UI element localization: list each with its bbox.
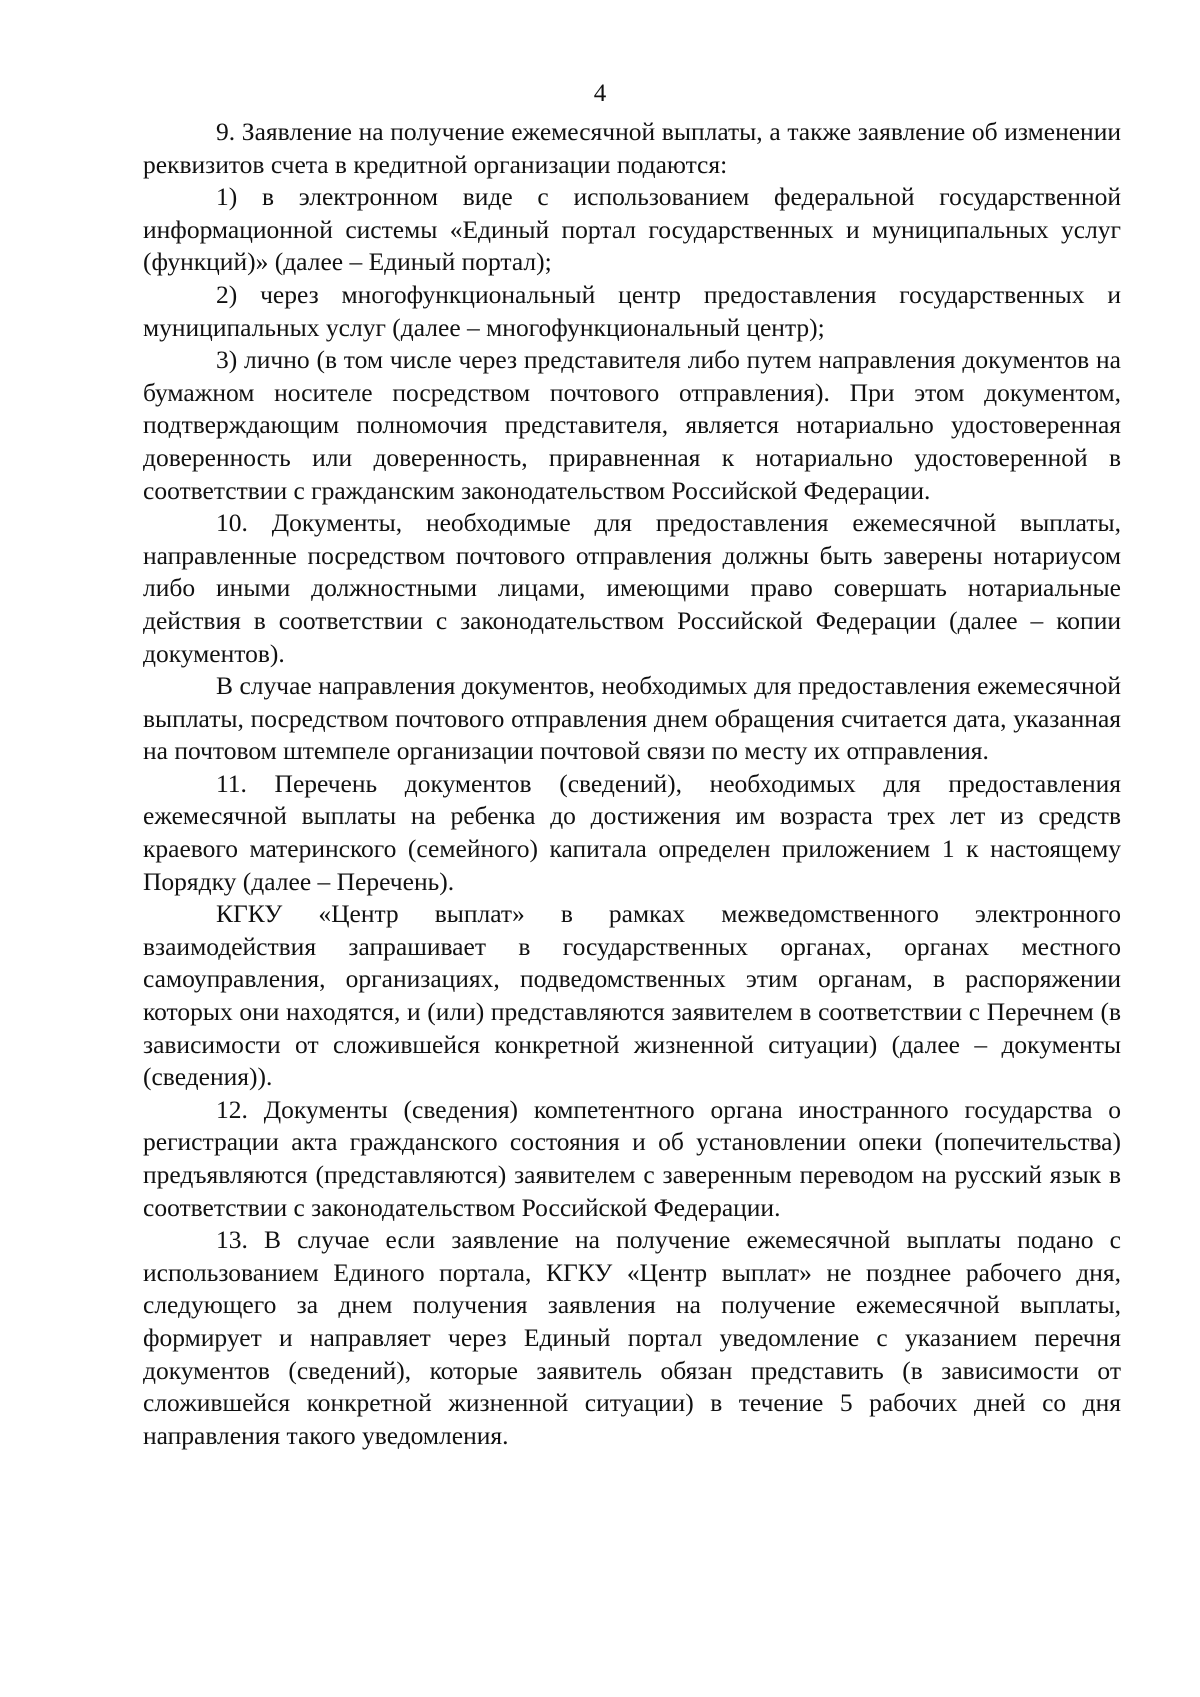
paragraph-9-item-3: 3) лично (в том числе через представителя либо путем направления документов на бумажном носителе посредством почтового отправления). При этом документом, подтверждающим полномочия представителя, является нотариально удостоверенная доверенность или доверенность, приравненная к нотариально удостоверенной в соответствии с гражданским законодательством Российской Федерации. <box>143 345 1121 505</box>
paragraph-12: 12. Документы (сведения) компетентного органа иностранного государства о регистрации акта гражданского состояния и об установлении опеки (попечительства) предъявляются (представляются) заявителем с заверенным переводом на русский язык в соответствии с законодательством Российской Федерации. <box>143 1094 1121 1222</box>
paragraph-9-item-1: 1) в электронном виде с использованием федеральной государственной информационной системы «Единый портал государственных и муниципальных услуг (функций)» (далее – Единый портал); <box>143 182 1121 277</box>
page-number: 4 <box>593 80 607 107</box>
paragraph-11: 11. Перечень документов (сведений), необходимых для предоставления ежемесячной выплаты на ребенка до достижения им возраста трех лет из средств краевого материнского (семейного) капитала определен приложением 1 к настоящему Порядку (далее – Перечень). <box>143 768 1121 896</box>
paragraph-11-interagency: КГКУ «Центр выплат» в рамках межведомственного электронного взаимодействия запрашивает в государственных органах, органах местного самоуправления, организациях, подведомственных этим органам, в распоряжении которых они находятся, и (или) представляются заявителем в соответствии с Перечнем (в зависимости от сложившейся конкретной жизненной ситуации) (далее – документы (сведения)). <box>143 899 1121 1092</box>
paragraph-10-postal-date: В случае направления документов, необходимых для предоставления ежемесячной выплаты, посредством почтового отправления днем обращения считается дата, указанная на почтовом штемпеле организации почтовой связи по месту их отправления. <box>143 671 1121 766</box>
paragraph-13: 13. В случае если заявление на получение ежемесячной выплаты подано с использованием Единого портала, КГКУ «Центр выплат» не позднее рабочего дня, следующего за днем получения заявления на получение ежемесячной выплаты, формирует и направляет через Единый портал уведомление с указанием перечня документов (сведений), которые заявитель обязан представить (в зависимости от сложившейся конкретной жизненной ситуации) в течение 5 рабочих дней со дня направления такого уведомления. <box>143 1225 1121 1450</box>
paragraph-9-item-2: 2) через многофункциональный центр предоставления государственных и муниципальных услуг (далее – многофункциональный центр); <box>143 279 1121 342</box>
paragraph-9: 9. Заявление на получение ежемесячной выплаты, а также заявление об изменении реквизитов счета в кредитной организации подаются: <box>143 117 1121 179</box>
paragraph-10: 10. Документы, необходимые для предоставления ежемесячной выплаты, направленные посредством почтового отправления должны быть заверены нотариусом либо иными должностными лицами, имеющими право совершать нотариальные действия в соответствии с законодательством Российской Федерации (далее – копии документов). <box>143 508 1121 668</box>
document-body <box>143 116 1121 1452</box>
